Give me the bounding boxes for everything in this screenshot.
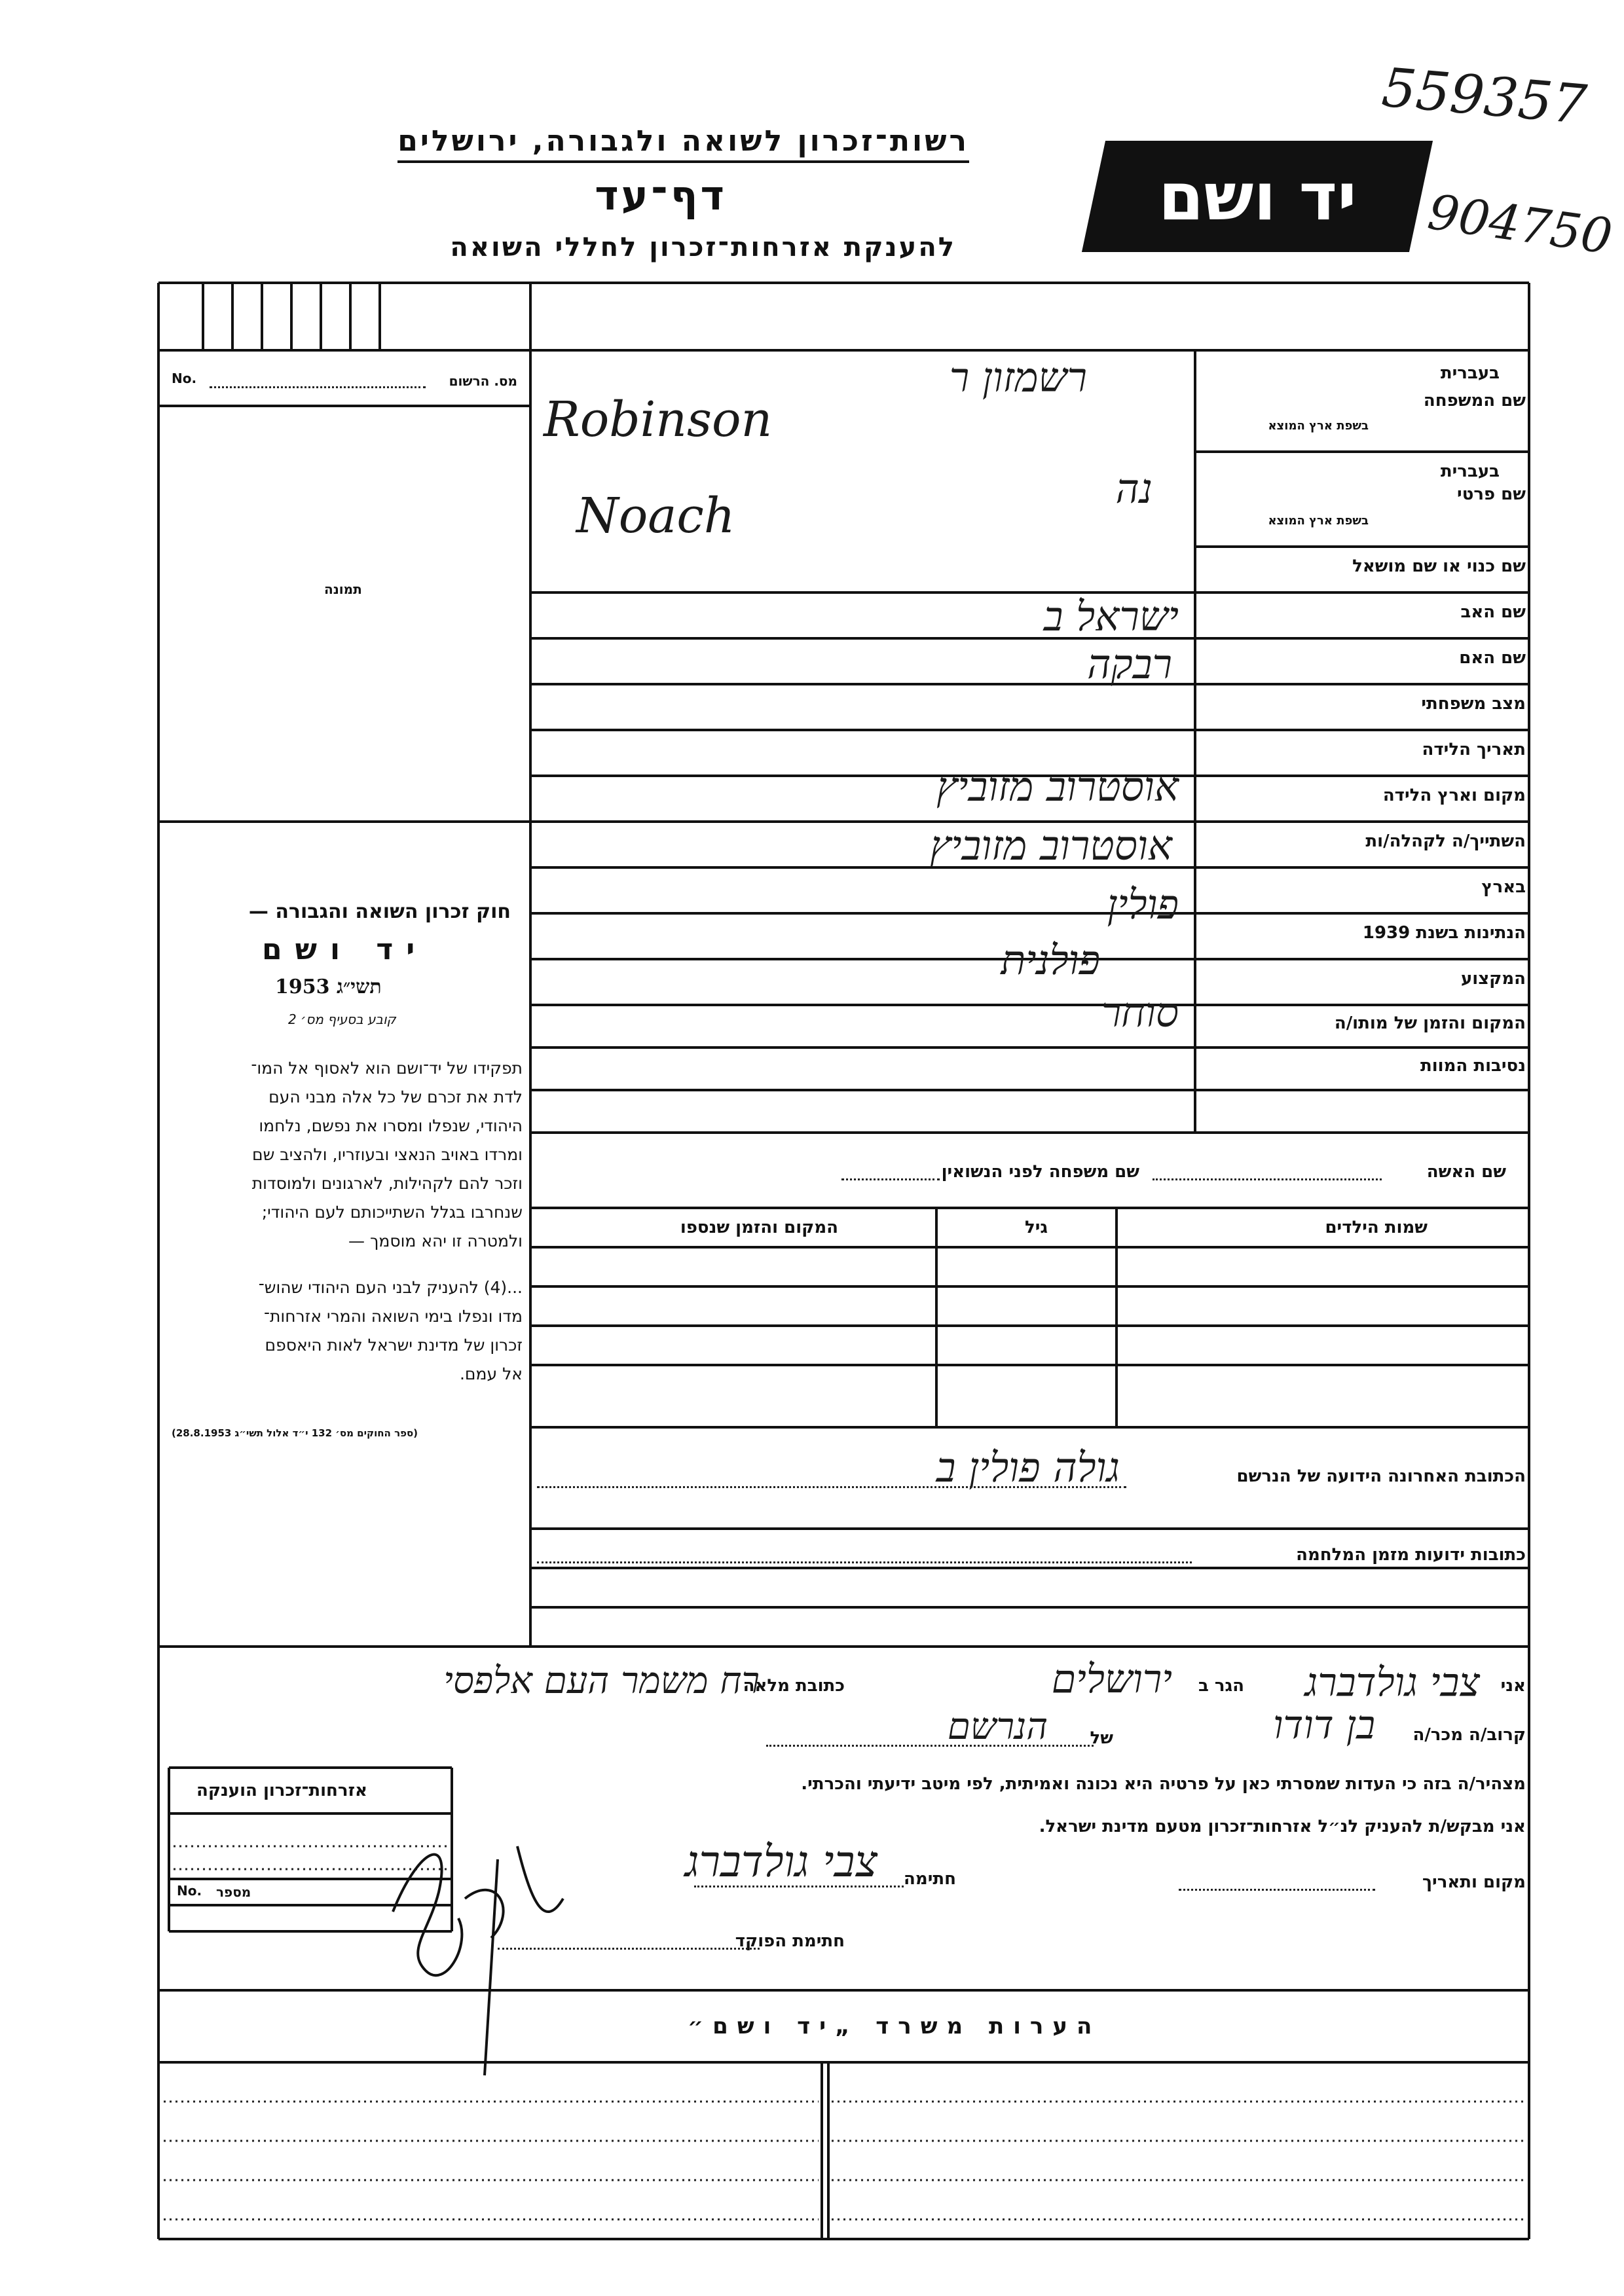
first-name-hebrew-value: נה — [1115, 465, 1153, 513]
mother-label: שם האם — [1459, 648, 1526, 668]
page-subtitle: להענקת אזרחות־זכרון לחללי השואה — [450, 232, 956, 263]
law-text-block — [164, 1054, 523, 1256]
officer-signature-scribble — [367, 1820, 589, 2082]
law-line: ומרדו באויב הנאצי ובעוזריו, ולהציב שם — [252, 1145, 523, 1164]
country-value: פולין — [1107, 881, 1179, 928]
law-text-block-2 — [164, 1273, 523, 1389]
profession-label: המקצוע — [1460, 969, 1526, 989]
profession-value: סוחר — [1101, 989, 1179, 1036]
age-header: גיל — [1024, 1218, 1048, 1237]
registration-no: No. — [172, 371, 197, 386]
wife-label: שם האשה — [1426, 1162, 1506, 1182]
place-date-label: מקום ותאריך — [1422, 1872, 1526, 1892]
mother-value: רבקה — [1087, 640, 1172, 688]
law-line: היהודי, שנפלו ומסרו את נפשם, נלחמו — [259, 1116, 523, 1135]
family-name-hebrew-sublabel: בעברית — [1440, 363, 1500, 383]
officer-signature-label: חתימת הפוקד — [735, 1931, 845, 1951]
place-date-dotted — [1179, 1889, 1375, 1891]
box-number-label: מספר — [216, 1884, 251, 1900]
lost-place-header: המקום והזמן שנספו — [680, 1218, 838, 1237]
last-address-value: גולה פולין ב — [936, 1444, 1120, 1491]
declarant-name-value: צבי גולדברג — [1304, 1660, 1480, 1705]
birthplace-label: מקום וארץ הלידה — [1382, 786, 1526, 805]
first-name-native-sublabel: בשפת ארץ המוצא — [1268, 514, 1369, 528]
law-line: ...(4) להעניק לבני העם היהודי שהוש־ — [258, 1278, 523, 1297]
office-notes-title: הערות משרד „יד ושם״ — [688, 2013, 1101, 2039]
signature-value: צבי גולדברג — [684, 1836, 877, 1887]
first-name-hebrew-sublabel: בעברית — [1440, 462, 1500, 481]
citizenship-1939-value: פולנית — [1001, 936, 1100, 984]
box-no: No. — [177, 1883, 202, 1899]
birthdate-label: תאריך הלידה — [1422, 740, 1526, 759]
law-name: יד ושם — [262, 933, 428, 966]
photo-label: תמונה — [324, 581, 362, 597]
wife-dotted — [1153, 1178, 1382, 1180]
yad-vashem-logo — [1082, 141, 1433, 252]
declaration-text: מצהיר/ה בזה כי העדות שמסרתי כאן על פרטיה היא נכונה ואמיתית, לפי מיטב ידיעתי והכרתי. — [801, 1774, 1526, 1794]
request-text: אני מבקש/ת להעניק לנ״ל אזרחות־זכרון מטעם מדינת ישראל. — [1039, 1817, 1526, 1836]
nickname-label: שם כנוי או שם מושאל — [1352, 556, 1526, 576]
law-line: שנחרבו בגלל השתייכותם לעם היהודי; — [261, 1203, 523, 1222]
declarant-i-label: אני — [1500, 1676, 1526, 1696]
authority-title: רשות־זכרון לשואה ולגבורה, ירושלים — [397, 124, 969, 163]
full-address-value: רח משמר העם אלפסי — [443, 1660, 760, 1702]
community-value: אוסטרוב מזוביץ — [929, 822, 1172, 869]
birthplace-value: אוסטרוב מזוביץ — [936, 763, 1179, 811]
family-name-native-value: Robinson — [544, 392, 773, 448]
citizenship-granted-title: אזרחות־זכרון הוענקה — [196, 1781, 367, 1800]
of-label: של — [1090, 1728, 1113, 1748]
first-name-label: שם פרטי — [1457, 484, 1526, 504]
law-citation: (ספר החוקים מס׳ 132 י״ד אלול תשי״ג 28.8.1953) — [172, 1427, 418, 1439]
full-address-label: כתובת מלאה — [743, 1676, 845, 1696]
law-line: תפקידו של יד־ושם הוא לאסוף אל המו־ — [251, 1059, 523, 1078]
citizenship-1939-label: הנתינות בשנת 1939 — [1362, 923, 1526, 943]
of-value: הנרשם — [947, 1705, 1048, 1748]
law-line: זכרון של מדינת ישראל לאות היאספם — [265, 1336, 523, 1355]
registration-label: מס. הרשום — [449, 373, 517, 389]
page-title: דף־עד — [595, 172, 727, 219]
war-address-label: כתובות ידועות מזמן המלחמה — [1296, 1545, 1526, 1565]
relative-value: בן דודו — [1273, 1702, 1375, 1748]
maiden-dotted — [841, 1178, 940, 1180]
registration-dotted — [210, 386, 426, 388]
law-line: לדת את זכרם של כל אלה מבני העם — [268, 1087, 523, 1106]
law-line: אל עמם. — [459, 1364, 523, 1383]
death-place-label: המקום והזמן של מותו/ה — [1334, 1013, 1526, 1033]
maiden-name-label: שם משפחה לפני הנשואין — [941, 1162, 1139, 1182]
family-name-hebrew-value: רשמזון ר — [949, 354, 1087, 401]
law-line: ולמטרה זו יהא מוסמך — — [348, 1231, 523, 1250]
death-circumstances-label: נסיבות המוות — [1420, 1056, 1526, 1076]
resides-label: הגר ב — [1198, 1676, 1244, 1696]
children-names-header: שמות הילדים — [1325, 1218, 1428, 1237]
resides-value: ירושלים — [1051, 1656, 1172, 1702]
relative-label: קרוב/ה מכר/ה — [1412, 1725, 1526, 1745]
family-name-label: שם המשפחה — [1423, 391, 1526, 410]
war-address-dotted — [537, 1561, 1192, 1563]
family-name-native-sublabel: בשפת ארץ המוצא — [1268, 419, 1369, 433]
father-value: ישראל ב — [1043, 592, 1179, 640]
law-year: תשי״ג 1953 — [275, 975, 382, 998]
law-title: חוק זכרון השואה והגבורה — — [248, 900, 511, 923]
logo-text: יד ושם — [1158, 158, 1357, 235]
country-label: בארץ — [1481, 877, 1526, 897]
marital-status-label: מצב משפחתי — [1421, 694, 1526, 714]
last-address-dotted — [537, 1486, 1126, 1488]
law-line: וזכר להם לקהילות, לארגונים ולמוסדות — [251, 1174, 523, 1193]
father-label: שם האב — [1460, 602, 1526, 622]
signature-label: חתימה — [904, 1869, 956, 1889]
relative-dotted — [766, 1745, 1094, 1747]
law-clause: קובע בסעיף מס׳ 2 — [288, 1011, 396, 1027]
law-line: מדו ונפלו בימי השואה והמרי אזרחות־ — [263, 1307, 523, 1326]
community-label: השתייך/ה לקהלה/ות — [1365, 831, 1526, 851]
last-address-label: הכתובת האחרונה הידועה של הנרשם — [1236, 1467, 1526, 1486]
stamp-number-1: 559357 — [1379, 56, 1589, 137]
first-name-native-value: Noach — [576, 488, 735, 544]
stamp-number-2: 904750 — [1424, 183, 1616, 266]
